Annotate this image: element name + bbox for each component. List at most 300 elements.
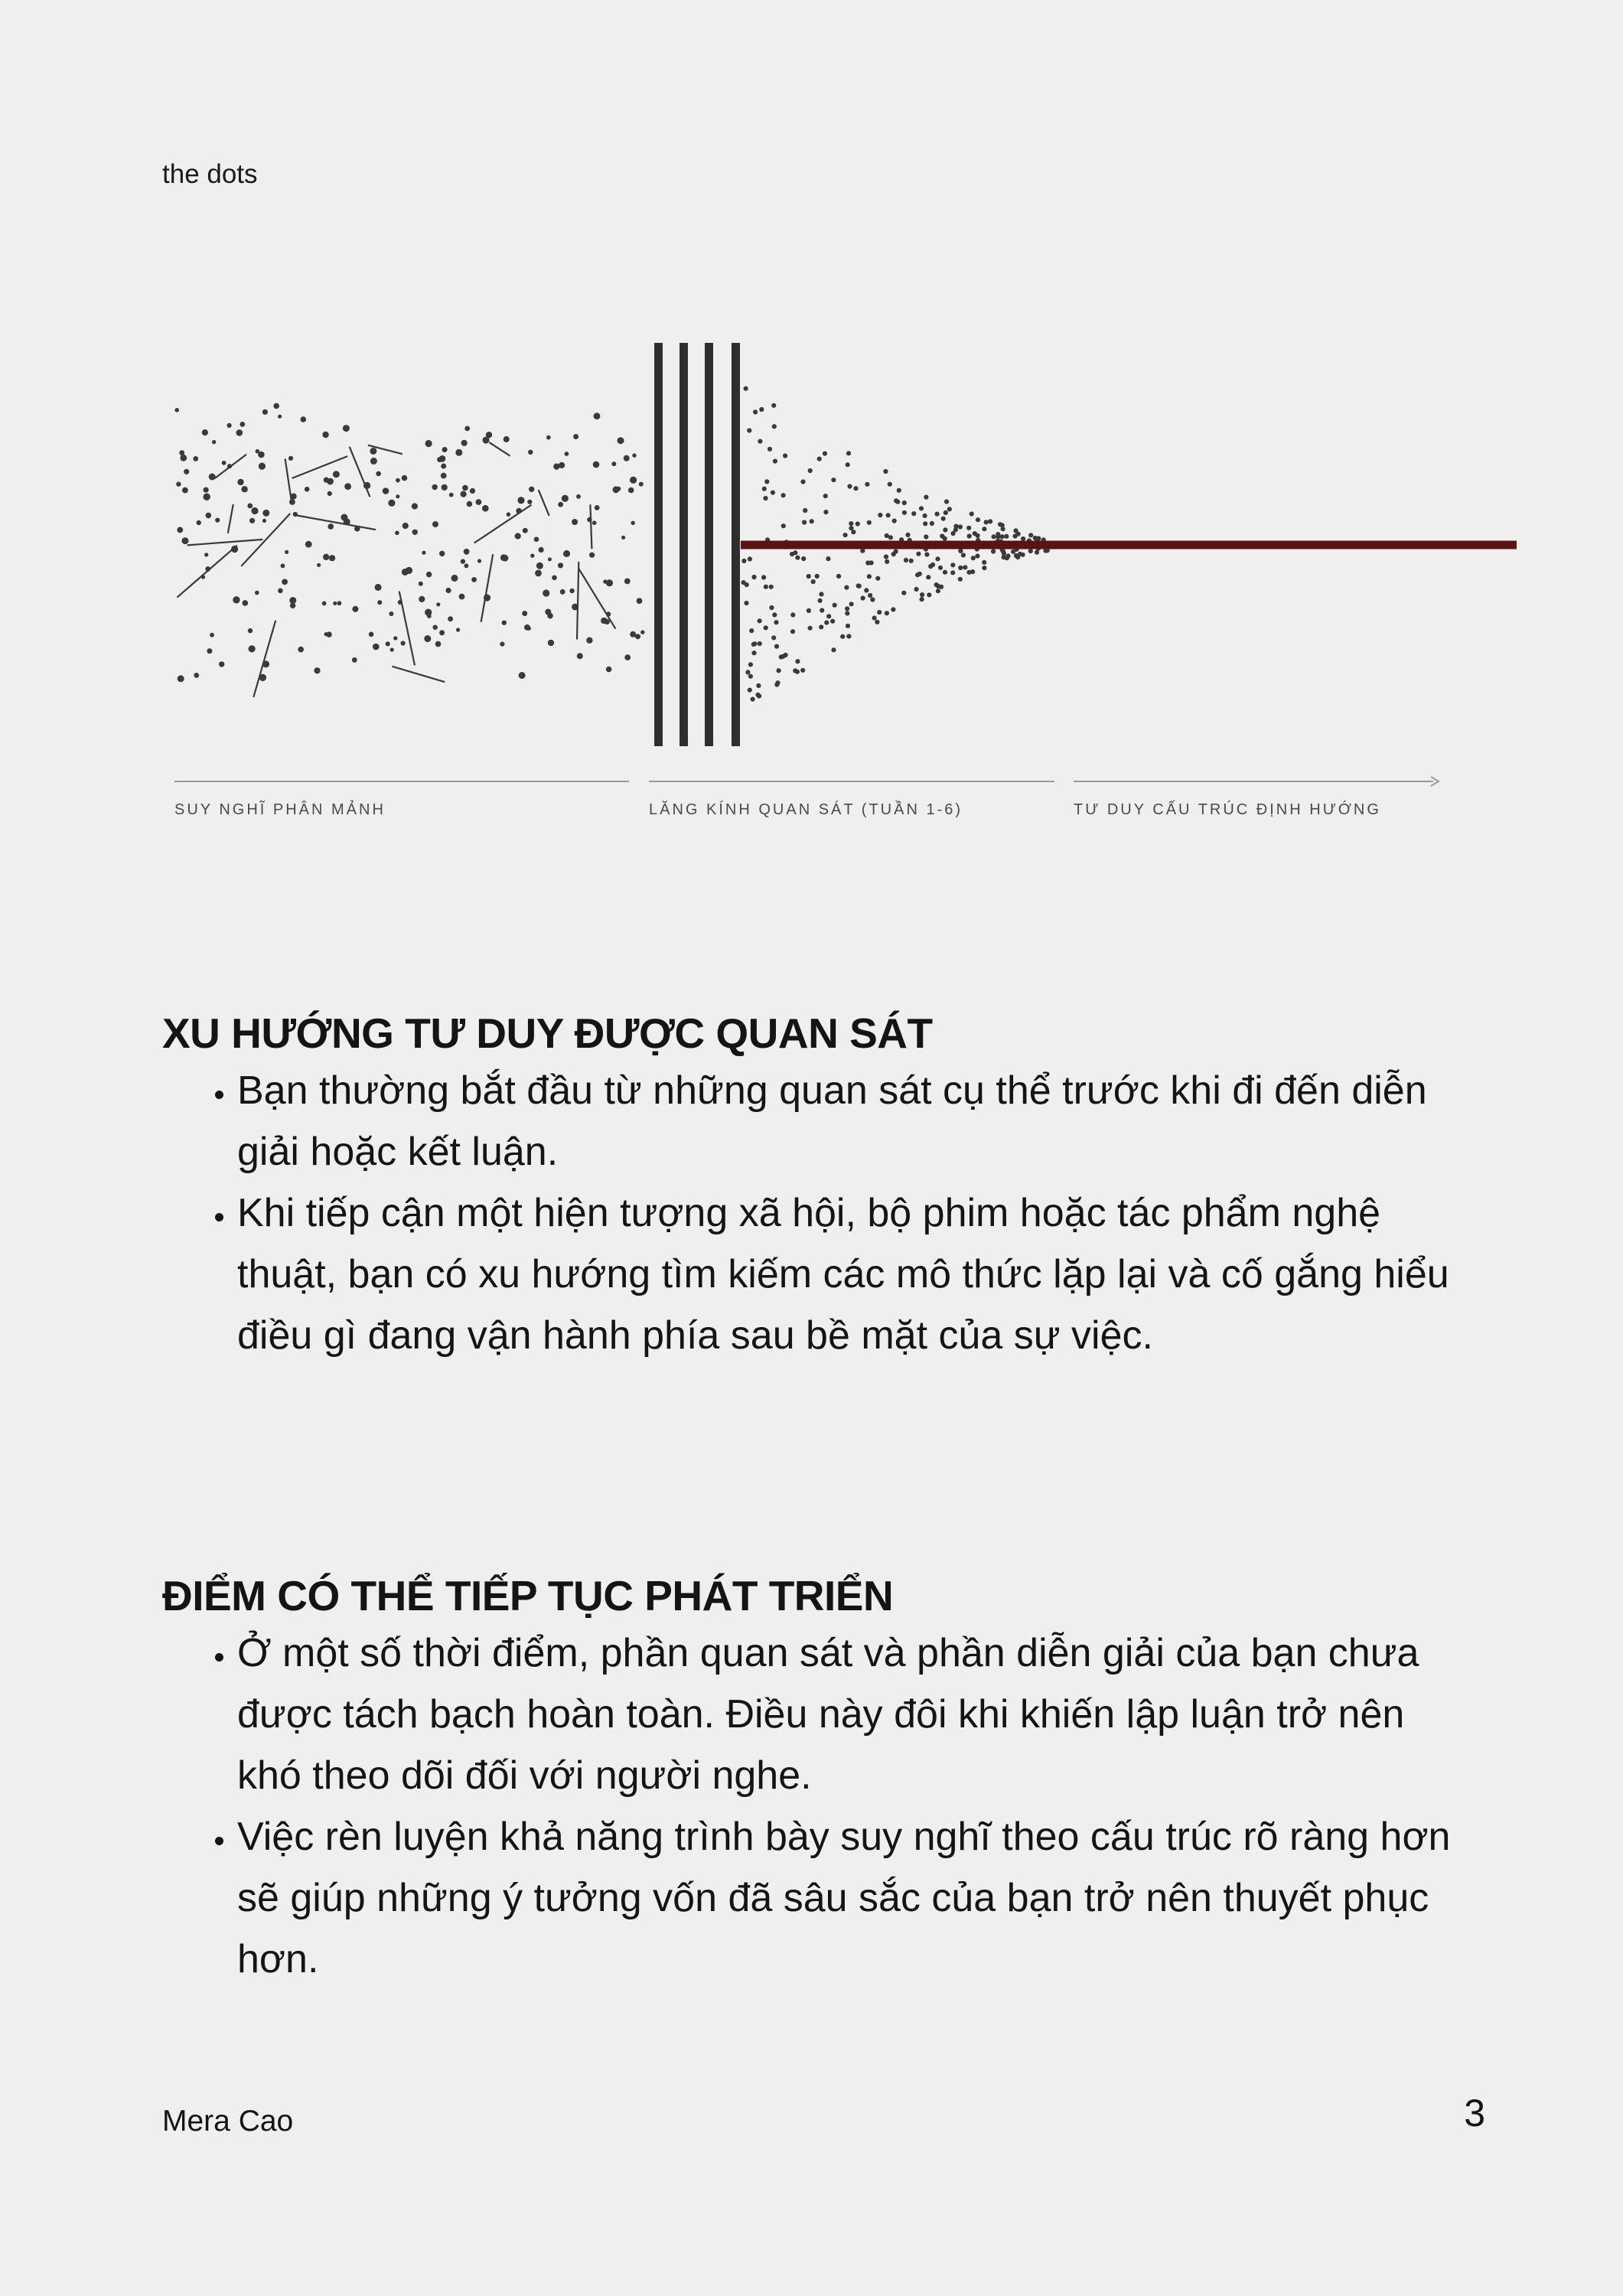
scatter-dot: [543, 589, 549, 596]
scatter-dot: [515, 533, 521, 539]
funnel-dot: [747, 428, 751, 432]
funnel-dot: [911, 511, 916, 516]
scatter-dot: [560, 589, 565, 595]
funnel-dot: [923, 521, 927, 526]
funnel-dot: [755, 693, 760, 697]
funnel-dot: [764, 585, 768, 589]
scatter-dot: [500, 554, 507, 561]
funnel-dot: [795, 659, 800, 664]
funnel-dot: [855, 521, 860, 526]
funnel-dot: [826, 614, 831, 618]
funnel-dot: [1001, 549, 1005, 553]
scatter-dot: [435, 641, 442, 647]
funnel-dot: [774, 620, 778, 625]
scatter-dot: [393, 636, 397, 640]
scatter-dot: [483, 437, 490, 444]
scatter-dot: [445, 588, 451, 593]
funnel-dot: [943, 527, 947, 532]
scatter-dot: [432, 484, 438, 490]
funnel-dot: [870, 597, 875, 602]
scatter-line: [578, 568, 616, 628]
scatter-dot: [236, 429, 243, 436]
funnel-dot: [917, 572, 922, 576]
funnel-dot: [869, 560, 874, 565]
scatter-dot: [243, 600, 249, 606]
funnel-dot: [976, 517, 980, 522]
scatter-dot: [558, 502, 563, 507]
scatter-dot: [628, 488, 634, 494]
funnel-dot: [886, 513, 891, 517]
scatter-line: [228, 504, 233, 533]
scatter-dot: [482, 505, 489, 512]
scatter-dot: [249, 518, 255, 523]
funnel-dot: [748, 674, 753, 679]
scatter-dot: [630, 631, 636, 638]
scatter-dot: [281, 563, 285, 568]
scatter-dot: [624, 654, 631, 660]
funnel-dot: [891, 607, 895, 612]
funnel-dot: [924, 552, 929, 556]
scatter-dot: [278, 589, 283, 594]
scatter-dot: [441, 473, 447, 479]
scatter-dot: [390, 647, 394, 651]
funnel-dot: [875, 620, 879, 625]
scatter-dot: [419, 596, 425, 602]
funnel-dot: [820, 608, 824, 612]
funnel-dot: [802, 520, 807, 524]
funnel-dot: [846, 462, 850, 467]
funnel-dot: [944, 499, 949, 504]
scatter-dot: [176, 481, 181, 486]
funnel-dot: [758, 618, 762, 623]
funnel-dot: [1014, 553, 1018, 558]
scatter-dot: [317, 563, 321, 567]
scatter-dot: [462, 485, 468, 491]
scatter-dot: [470, 488, 475, 494]
stage-divider-rules: [174, 777, 1439, 786]
funnel-dot: [1013, 533, 1018, 538]
funnel-dot: [865, 482, 869, 487]
scatter-dot: [177, 527, 183, 533]
funnel-dot: [943, 570, 947, 575]
thinking-process-illustration: [0, 321, 1623, 857]
funnel-dot: [753, 409, 758, 414]
scatter-dot: [552, 576, 557, 581]
scatter-dot: [324, 478, 329, 483]
scatter-dot: [528, 450, 533, 455]
scatter-dot: [563, 550, 570, 557]
funnel-dot: [904, 558, 908, 563]
scatter-line: [187, 540, 263, 546]
funnel-dot: [744, 601, 748, 605]
funnel-dot: [975, 553, 979, 558]
scatter-dot: [548, 557, 552, 561]
scatter-dot: [247, 504, 253, 509]
funnel-dot: [982, 560, 986, 565]
scatter-dot: [456, 628, 460, 631]
scatter-dot: [402, 475, 408, 481]
scatter-dot: [534, 536, 539, 542]
scatter-dot: [517, 497, 524, 504]
funnel-dot: [958, 549, 963, 553]
funnel-dot: [982, 527, 986, 531]
funnel-dot: [823, 510, 828, 514]
prism-bar: [732, 343, 740, 746]
funnel-dot: [819, 592, 823, 596]
scatter-dot: [539, 547, 544, 553]
funnel-dot: [807, 608, 811, 613]
funnel-dot: [840, 634, 845, 639]
scatter-dot: [262, 510, 269, 517]
scatter-dot: [425, 440, 432, 447]
scatter-dot: [375, 584, 382, 591]
scatter-line: [590, 504, 592, 549]
scatter-dot: [370, 448, 376, 455]
scatter-dot: [322, 432, 328, 438]
scatter-dot: [569, 589, 574, 593]
funnel-dot: [751, 575, 756, 579]
funnel-dot: [914, 587, 919, 592]
scatter-dot: [395, 531, 399, 536]
funnel-dot: [970, 511, 974, 516]
scatter-dot: [572, 519, 578, 525]
scatter-dot: [573, 434, 578, 439]
stage-label-structured: TƯ DUY CẤU TRÚC ĐỊNH HƯỚNG: [1074, 801, 1381, 818]
scatter-dot: [455, 449, 462, 456]
funnel-dot: [751, 651, 756, 655]
list-item: • Bạn thường bắt đầu từ những quan sát cụ thể trước khi đi đến diễn giải hoặc kết luận.: [237, 1060, 1478, 1182]
funnel-dot: [856, 583, 861, 588]
funnel-dot: [1002, 555, 1006, 559]
funnel-dot: [950, 570, 955, 575]
scatter-dot: [464, 563, 469, 568]
scatter-dot: [369, 632, 374, 638]
scatter-dot: [206, 513, 212, 519]
scatter-dot: [215, 518, 220, 523]
scatter-dot: [433, 625, 438, 630]
funnel-dot: [772, 424, 777, 429]
funnel-dot: [935, 512, 940, 517]
funnel-dot: [843, 533, 848, 537]
scatter-dot: [419, 582, 423, 586]
scatter-line: [489, 442, 510, 456]
scatter-dot: [322, 602, 327, 606]
scatter-dot: [352, 606, 358, 612]
funnel-dot: [830, 619, 835, 624]
section-observed-tendency: [162, 1006, 1478, 1366]
scatter-dot: [439, 551, 445, 556]
funnel-dot: [909, 559, 914, 563]
scatter-dot: [388, 500, 395, 507]
scatter-line: [253, 621, 275, 697]
scatter-dot: [182, 537, 189, 544]
funnel-dot: [943, 536, 947, 541]
funnel-dot: [998, 522, 1002, 527]
scatter-dot: [467, 501, 473, 507]
funnel-dot: [991, 549, 996, 553]
funnel-dot: [961, 553, 966, 557]
funnel-dot: [864, 588, 869, 592]
funnel-dot: [885, 611, 889, 615]
funnel-dot: [1021, 553, 1025, 557]
funnel-dot: [872, 615, 877, 620]
scatter-dot: [180, 455, 187, 461]
scatter-line: [350, 447, 370, 497]
funnel-dot: [808, 626, 813, 631]
scatter-line: [399, 592, 415, 666]
funnel-dot: [901, 591, 906, 595]
scatter-dot: [328, 491, 332, 496]
funnel-dot: [745, 670, 750, 674]
scatter-line: [474, 505, 532, 543]
funnel-dot: [867, 520, 872, 525]
funnel-dot: [845, 611, 849, 615]
scatter-dot: [558, 563, 563, 568]
scatter-dot: [425, 609, 432, 616]
scatter-line: [577, 562, 578, 640]
scatter-dot: [459, 594, 465, 600]
funnel-dot: [761, 575, 766, 579]
funnel-dot: [817, 457, 822, 461]
scatter-dot: [601, 618, 607, 624]
funnel-dot: [784, 653, 788, 657]
scatter-dot: [536, 563, 543, 569]
scatter-dot: [548, 640, 554, 646]
funnel-dot: [762, 487, 767, 491]
funnel-dot: [1011, 550, 1015, 554]
scatter-dot: [616, 487, 621, 491]
funnel-dot: [768, 447, 772, 452]
funnel-dot: [807, 574, 811, 579]
funnel-dot: [1035, 550, 1039, 555]
scatter-dot: [333, 471, 340, 478]
scatter-dot: [194, 673, 199, 678]
list-item: • Khi tiếp cận một hiện tượng xã hội, bộ phim hoặc tác phẩm nghệ thuật, bạn có xu hướng tìm kiếm các mô thức lặp lại và cố gắng hiểu điều gì đang vận hành phía sau bề mặt của sự việc.: [237, 1182, 1478, 1366]
funnel-dot: [902, 510, 907, 515]
scatter-dot: [301, 416, 307, 422]
funnel-dot: [878, 513, 882, 517]
scatter-dot: [288, 456, 293, 461]
scatter-dot: [422, 551, 425, 555]
scatter-dot: [562, 495, 569, 502]
funnel-dot: [902, 501, 907, 505]
list-item: • Việc rèn luyện khả năng trình bày suy nghĩ theo cấu trúc rõ ràng hơn sẽ giúp những ý tưởng vốn đã sâu sắc của bạn trở nên thuyết phục hơn.: [237, 1806, 1478, 1990]
funnel-dot: [926, 575, 930, 579]
funnel-dot: [783, 453, 787, 458]
funnel-dot: [823, 494, 828, 498]
funnel-dot: [930, 521, 934, 526]
funnel-dot: [818, 598, 823, 603]
scatter-dot: [529, 487, 534, 492]
scatter-dot: [464, 426, 470, 432]
scatter-line: [539, 490, 549, 516]
funnel-dot: [853, 486, 858, 491]
scatter-dot: [559, 462, 565, 468]
scatter-dot: [373, 644, 380, 651]
funnel-dot: [751, 642, 756, 647]
funnel-dot: [867, 574, 872, 579]
scatter-dot: [477, 559, 481, 563]
scatter-dot: [204, 494, 210, 501]
scatter-dot: [432, 521, 438, 527]
funnel-dot: [1005, 553, 1010, 558]
funnel-dot: [790, 612, 795, 617]
scatter-dot: [441, 464, 446, 469]
scatter-dot: [386, 641, 390, 646]
funnel-dot: [844, 585, 849, 590]
funnel-dot: [967, 533, 972, 538]
funnel-dot: [808, 468, 813, 473]
scatter-dot: [401, 641, 406, 645]
scatter-dot: [370, 458, 377, 465]
scatter-dot: [210, 633, 214, 638]
funnel-dot: [824, 620, 829, 625]
funnel-dot: [846, 624, 850, 628]
scatter-dot: [535, 570, 542, 577]
scatter-dot: [412, 503, 418, 509]
scatter-dot: [500, 642, 504, 647]
scatter-dot: [202, 429, 208, 435]
scatter-dot: [248, 628, 253, 633]
funnel-dot: [894, 498, 898, 503]
funnel-dot: [884, 554, 888, 559]
scatter-dot: [174, 408, 179, 413]
bullet-list: [162, 1060, 1478, 1366]
scatter-dot: [639, 482, 644, 487]
funnel-dot: [790, 552, 794, 556]
funnel-dot: [958, 577, 963, 582]
funnel-dot: [773, 459, 777, 464]
scatter-dot: [606, 667, 612, 673]
scatter-dot: [240, 422, 245, 427]
scatter-dot: [259, 463, 266, 470]
scatter-dot: [262, 519, 266, 523]
list-item: • Ở một số thời điểm, phần quan sát và phần diễn giải của bạn chưa được tách bạch hoàn toàn. Điều này đôi khi khiến lập luận trở nên khó theo dõi đối với người nghe.: [237, 1623, 1478, 1806]
scatter-dot: [285, 550, 288, 554]
funnel-dot: [860, 549, 865, 553]
funnel-dot: [935, 556, 940, 561]
funnel-dot: [795, 670, 800, 674]
funnel-dot: [758, 439, 762, 444]
scatter-dot: [449, 493, 454, 497]
funnel-dot: [826, 556, 830, 561]
scatter-dot: [507, 512, 511, 517]
scatter-dot: [519, 672, 526, 679]
scatter-dot: [197, 520, 201, 525]
funnel-dot: [774, 644, 779, 649]
funnel-dot: [976, 533, 980, 538]
funnel-dot: [759, 407, 764, 412]
funnel-dot: [769, 605, 774, 610]
funnel-dot: [1028, 533, 1033, 537]
scatter-dot: [237, 479, 243, 485]
funnel-dot: [958, 566, 963, 570]
funnel-dot: [861, 595, 865, 600]
scatter-dot: [576, 494, 581, 499]
scatter-dot: [204, 553, 208, 556]
prism-bar: [654, 343, 663, 746]
funnel-dot: [800, 668, 805, 673]
funnel-dot: [803, 508, 807, 513]
scatter-dot: [278, 415, 282, 419]
funnel-dot: [801, 556, 806, 561]
funnel-dot: [751, 697, 755, 702]
scatter-dot: [273, 403, 279, 409]
scatter-dot: [461, 440, 468, 446]
scatter-dot: [333, 602, 337, 605]
scatter-dot: [233, 596, 240, 603]
funnel-dot: [885, 559, 889, 564]
scatter-dot: [376, 471, 381, 477]
funnel-dot: [916, 552, 921, 556]
scatter-dot: [439, 630, 445, 635]
funnel-dot: [982, 566, 986, 570]
scatter-dot: [437, 457, 442, 462]
scatter-dot: [448, 616, 453, 621]
scatter-dot: [523, 528, 528, 533]
scatter-dot: [606, 579, 613, 586]
scatter-dot: [611, 461, 616, 466]
scatter-dot: [328, 523, 334, 530]
section-heading: XU HƯỚNG TƯ DUY ĐƯỢC QUAN SÁT: [162, 1009, 933, 1057]
funnel-dot: [1028, 549, 1033, 553]
scatter-dot: [178, 675, 184, 682]
funnel-dot: [771, 635, 776, 640]
scatter-dot: [251, 507, 258, 514]
scatter-line: [297, 516, 376, 530]
scatter-dot: [212, 440, 216, 444]
funnel-dot: [885, 533, 889, 538]
scatter-line: [481, 554, 494, 622]
scatter-dot: [396, 478, 400, 483]
funnel-dot: [771, 403, 776, 408]
funnel-dot: [833, 603, 837, 608]
prism-bar: [680, 343, 688, 746]
funnel-dot: [744, 386, 748, 391]
prism-bar: [705, 343, 713, 746]
scatter-dot: [594, 413, 601, 419]
scatter-dot: [461, 559, 465, 563]
stage-label-observation: LĂNG KÍNH QUAN SÁT (TUẦN 1-6): [649, 801, 963, 818]
funnel-dot: [951, 531, 956, 536]
scatter-dot: [632, 453, 636, 457]
scatter-dot: [343, 425, 350, 432]
funnel-dot: [763, 496, 768, 501]
funnel-dot: [845, 606, 849, 611]
funnel-dot: [923, 514, 927, 518]
funnel-dot: [966, 526, 971, 530]
funnel-dot: [847, 484, 852, 488]
funnel-dot: [950, 563, 955, 567]
scatter-dot: [412, 530, 418, 535]
scatter-dot: [249, 645, 256, 652]
funnel-dot: [953, 524, 958, 529]
funnel-dot: [919, 506, 924, 510]
scatter-dot: [621, 536, 625, 540]
funnel-dot: [846, 634, 851, 638]
funnel-dot: [883, 469, 888, 474]
scatter-dot: [426, 572, 432, 577]
scatter-dot: [207, 648, 212, 654]
funnel-dot: [936, 589, 940, 593]
scatter-dot: [451, 575, 458, 582]
funnel-dot: [920, 597, 924, 602]
funnel-dot: [800, 479, 805, 484]
funnel-dot: [875, 576, 880, 581]
funnel-dot: [748, 662, 753, 667]
scatter-dot: [298, 647, 304, 653]
scatter-dot: [305, 487, 310, 492]
